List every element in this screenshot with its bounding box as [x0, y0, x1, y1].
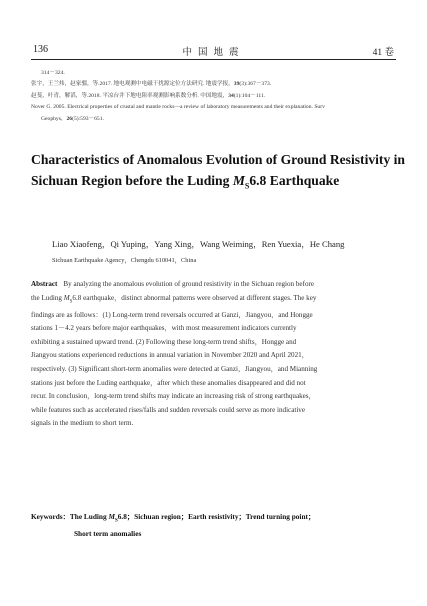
- title-text: Sichuan Region before the Luding: [31, 173, 233, 188]
- abstract-line: recur. In conclusion，long-term trend shifts may indicate an increasing risk of strong earthquakes，: [31, 392, 316, 401]
- reference-item: [31, 102, 396, 113]
- keywords-line: Short term anomalies: [74, 529, 142, 539]
- abstract-line: while features such as accelerated rises/falls and sudden reversals could serve as more indicative: [31, 405, 305, 414]
- running-header: [31, 44, 396, 58]
- reference-text: 赵斐，叶青，解滔，等.2018. 平凉台井下地电阻率观测影响系数分析. 中国地震，: [31, 92, 229, 99]
- reference-text: 314－324.: [41, 70, 65, 76]
- title-text: 6.8 Earthquake: [249, 173, 340, 188]
- journal-name: 中国地震: [182, 48, 245, 58]
- abstract-label: Abstract: [31, 280, 58, 288]
- abstract: [31, 278, 396, 431]
- abstract-line: findings are as follows：(1) Long-term trend reversals occurred at Ganzi，Jiangyou，and Hongge: [31, 310, 313, 319]
- affiliation: Sichuan Earthquake Agency，Chengdu 610041，China: [52, 257, 197, 264]
- magnitude-symbol: M: [108, 512, 115, 521]
- reference-volume: 26: [66, 115, 73, 122]
- reference-item-continued: [31, 114, 396, 125]
- abstract-line: stations 1－4.2 years before major earthquakes，with most measurement indicators currently: [31, 324, 297, 333]
- abstract-line: [31, 278, 396, 292]
- magnitude-subscript: S: [114, 518, 118, 524]
- abstract-line: Jiangyou stations experienced reductions in annual variation in November 2020 and April 2021，: [31, 351, 309, 360]
- abstract-line: signals in the medium to short term.: [31, 419, 134, 428]
- reference-list: [31, 68, 396, 125]
- reference-pages: (5):593－651.: [72, 115, 104, 122]
- title-line-1: Characteristics of Anomalous Evolution of Ground Resistivity in: [31, 152, 405, 167]
- header-rule: [31, 59, 396, 60]
- magnitude-symbol: M: [63, 293, 70, 302]
- volume-label: 41 卷: [372, 48, 394, 58]
- reference-volume: 39: [233, 81, 240, 88]
- page-number: 136: [33, 44, 48, 55]
- abstract-line: the Luding $M_S6.8$ earthquake，distinct abnormal patterns were observed at different stages. The key: [31, 293, 317, 304]
- keywords-line: [31, 511, 396, 528]
- abstract-line: exhibiting a sustained upward trend. (2) Following these long-term trend shifts，Hongge and: [31, 337, 297, 346]
- title-line-2: [31, 170, 396, 197]
- abstract-text: By analyzing the anomalous evolution of ground resistivity in the Sichuan region before: [63, 280, 314, 288]
- author-list: Liao Xiaofeng，Qi Yuping，Yang Xing，Wang Weiming，Ren Yuexia，He Chang: [52, 239, 345, 249]
- reference-item: [31, 91, 396, 102]
- keyword-text: 6.8；Sichuan region；Earth resistivity；Trend turning point；: [117, 512, 316, 521]
- abstract-line: respectively. (3) Significant short-term anomalies were detected at Ganzi，Jiangyou，and Mianning: [31, 364, 318, 373]
- reference-item: [31, 68, 396, 79]
- reference-text: 张宇，王兰炜，赵家骝，等.2017. 地电观测中电磁干扰源定位方法研究. 地震学报，: [31, 81, 234, 88]
- reference-pages: (1):104－111.: [233, 92, 266, 99]
- reference-pages: (3):367－373.: [239, 81, 272, 88]
- reference-volume: 34: [228, 92, 234, 99]
- keyword-text: The Luding: [69, 512, 109, 521]
- keywords: [31, 511, 396, 541]
- magnitude-symbol: M: [232, 173, 245, 188]
- article-title: [31, 149, 405, 197]
- magnitude-subscript: S: [69, 299, 73, 304]
- keywords-label: Keywords：: [31, 512, 70, 521]
- abstract-line: stations just before the Luding earthquake，after which these anomalies disappeared and did not: [31, 378, 306, 387]
- reference-text: Nover G. 2005. Electrical properties of crustal and mantle rocks—a review of laboratory measurements and their explanation. Surv: [31, 104, 325, 111]
- reference-text: Geophys，: [41, 115, 67, 122]
- magnitude-subscript: S: [244, 181, 250, 191]
- reference-item: [31, 79, 396, 90]
